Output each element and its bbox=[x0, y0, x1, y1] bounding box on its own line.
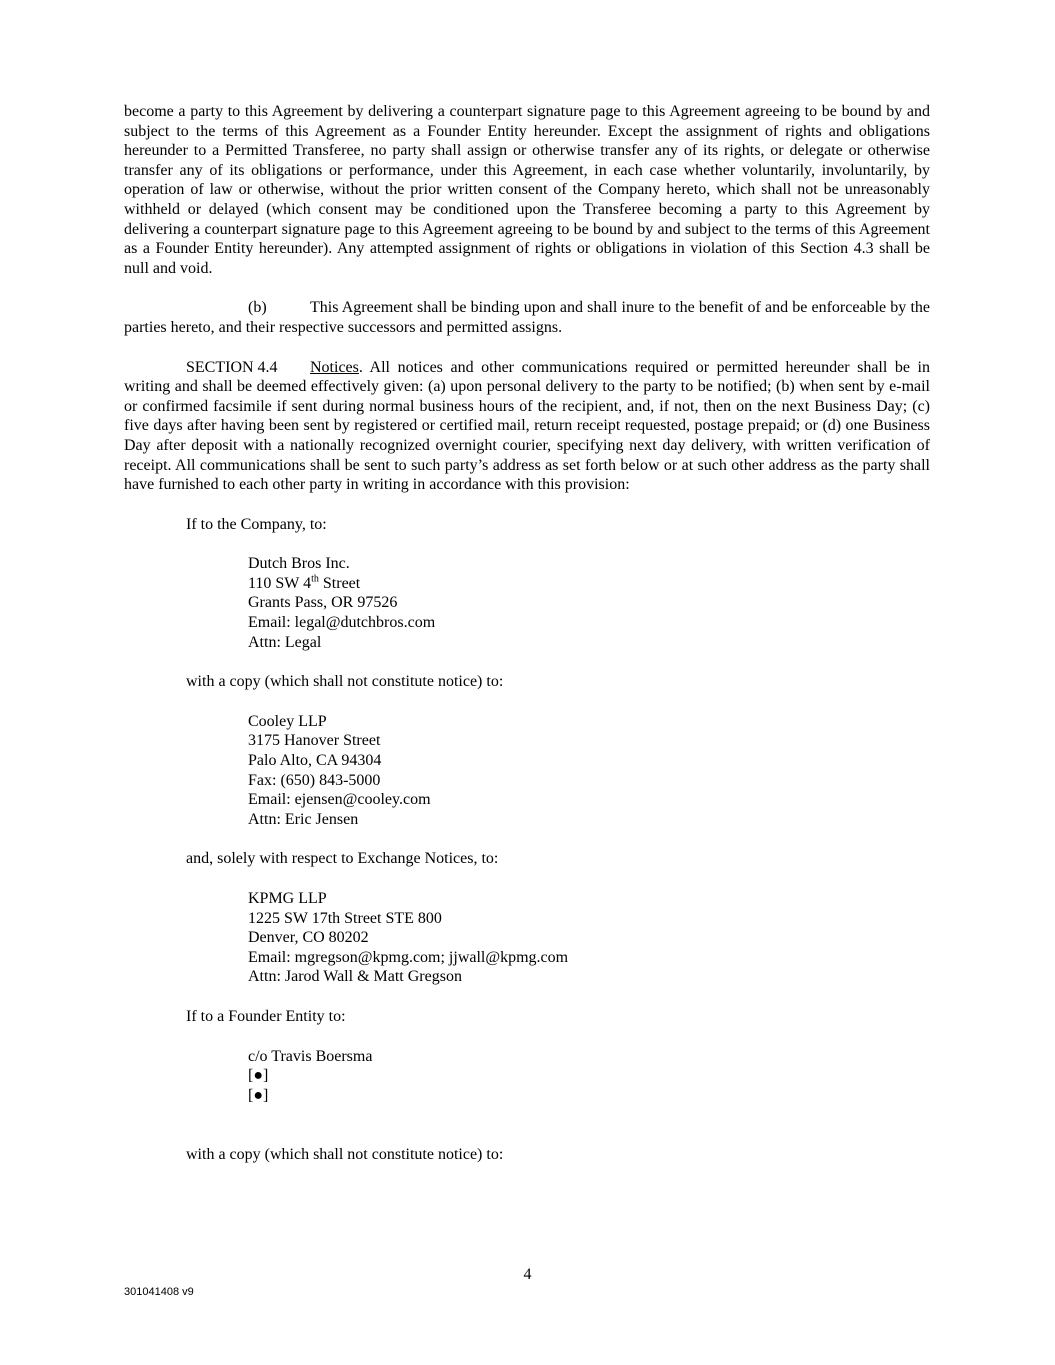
cooley-address-block bbox=[124, 712, 930, 830]
section-4-4-label: SECTION 4.4 bbox=[186, 358, 278, 376]
company-street-prefix: 110 SW 4 bbox=[248, 574, 312, 592]
company-name: Dutch Bros Inc. bbox=[248, 555, 350, 573]
kpmg-address-block bbox=[124, 889, 930, 987]
kpmg-city: Denver, CO 80202 bbox=[248, 929, 369, 947]
cooley-city: Palo Alto, CA 94304 bbox=[248, 752, 382, 770]
company-street bbox=[248, 574, 930, 594]
continuation-paragraph: become a party to this Agreement by delivering a counterpart signature page to this Agreement agreeing to be bound by and subject to the terms of this Agreement as a Founder Entity hereunder. Except the assignment of rights and obligations hereunder to a Permitted Transferee, no party shall assign or otherwise transfer any of its rights, or delegate or otherwise transfer any of its obligations or performance, under this Agreement, in each case whether voluntarily, involuntarily, by operation of law or otherwise, without the prior written consent of the Company hereto, which shall not be unreasonably withheld or delayed (which consent may be conditioned upon the Transferee becoming a party to this Agreement by delivering a counterpart signature page to this Agreement agreeing to be bound by and subject to the terms of this Agreement as a Founder Entity hereunder). Any attempted assignment of rights or obligations in violation of this Section 4.3 shall be null and void. bbox=[124, 103, 930, 277]
document-page bbox=[124, 102, 930, 1185]
founder-line-2: [●] bbox=[248, 1086, 269, 1104]
cooley-street: 3175 Hanover Street bbox=[248, 732, 381, 750]
section-4-4-heading: Notices bbox=[310, 358, 359, 376]
section-4-4-paragraph bbox=[124, 358, 930, 495]
cooley-email: Email: ejensen@cooley.com bbox=[248, 791, 431, 809]
founder-address-block bbox=[124, 1047, 930, 1106]
company-city: Grants Pass, OR 97526 bbox=[248, 594, 398, 612]
document-id: 301041408 v9 bbox=[124, 1286, 194, 1298]
clause-b-text: This Agreement shall be binding upon and shall inure to the benefit of and be enforceable by the parties hereto, and their respective successors and permitted assigns. bbox=[124, 299, 930, 336]
cooley-fax: Fax: (650) 843-5000 bbox=[248, 771, 381, 789]
copy-intro-1: with a copy (which shall not constitute notice) to: bbox=[186, 673, 504, 691]
founder-line-1: [●] bbox=[248, 1067, 269, 1085]
kpmg-name: KPMG LLP bbox=[248, 890, 327, 907]
section-4-4-text: . All notices and other communications required or permitted hereunder shall be in writing and shall be deemed effectively given: (a) upon personal delivery to the party to be notified; (b) when sent by e-mail or confirmed facsimile if sent during normal business hours of the recipient, and, if not, then on the next Business Day; (c) five days after having been sent by registered or certified mail, return receipt requested, postage prepaid; or (d) one Business Day after deposit with a nationally recognized overnight courier, specifying next day delivery, with written verification of receipt. All communications shall be sent to such party’s address as set forth below or at such other address as the party shall have furnished to each other party in writing in accordance with this provision: bbox=[124, 358, 930, 494]
company-intro: If to the Company, to: bbox=[186, 515, 327, 533]
clause-b-paragraph bbox=[124, 298, 930, 337]
company-street-rest: Street bbox=[318, 574, 361, 592]
page-number: 4 bbox=[523, 1266, 532, 1283]
exchange-intro: and, solely with respect to Exchange Notices, to: bbox=[186, 850, 499, 868]
kpmg-attn: Attn: Jarod Wall & Matt Gregson bbox=[248, 968, 462, 986]
company-street-superscript: th bbox=[311, 573, 319, 585]
company-email: Email: legal@dutchbros.com bbox=[248, 614, 436, 632]
company-attn: Attn: Legal bbox=[248, 633, 322, 651]
copy-intro-2: with a copy (which shall not constitute notice) to: bbox=[186, 1146, 504, 1164]
cooley-name: Cooley LLP bbox=[248, 712, 327, 730]
kpmg-street: 1225 SW 17th Street STE 800 bbox=[248, 909, 442, 927]
company-address-block bbox=[124, 554, 930, 652]
cooley-attn: Attn: Eric Jensen bbox=[248, 810, 359, 828]
clause-b-label: (b) bbox=[248, 299, 267, 317]
founder-intro: If to a Founder Entity to: bbox=[186, 1007, 346, 1025]
founder-name: c/o Travis Boersma bbox=[248, 1047, 373, 1065]
kpmg-email: Email: mgregson@kpmg.com; jjwall@kpmg.com bbox=[248, 948, 569, 966]
